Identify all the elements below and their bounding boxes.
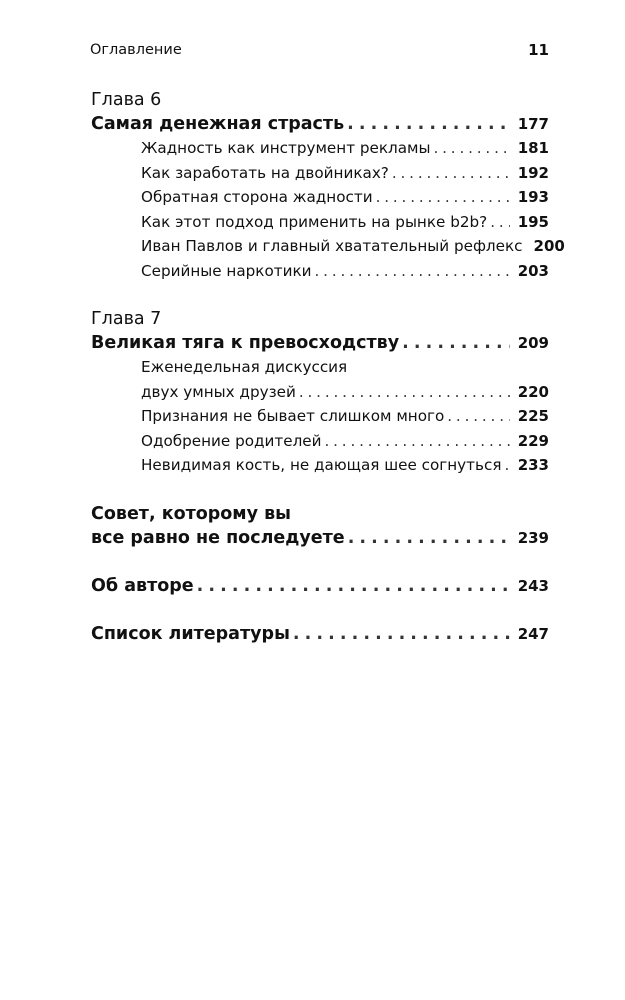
toc-entry-page: 177 <box>517 115 549 133</box>
toc-entry-title: двух умных друзей <box>141 382 296 401</box>
toc-entry-title: Как заработать на двойниках? <box>141 163 389 182</box>
toc-entry[interactable] <box>141 453 549 478</box>
toc-entry-title: все равно не последуете <box>91 527 345 548</box>
toc-entry-title-line: Еженедельная дискуссия <box>141 358 348 376</box>
spacer <box>91 283 549 307</box>
leader-dots <box>347 112 510 136</box>
running-title: Оглавление <box>90 42 182 58</box>
leader-dots <box>402 331 510 355</box>
toc-entry-title: Обратная сторона жадности <box>141 188 373 206</box>
toc-entry[interactable] <box>141 234 565 259</box>
toc-entry-page: 225 <box>517 407 549 425</box>
leader-dots <box>376 185 510 210</box>
toc-entry-literature[interactable] <box>91 622 549 646</box>
page-number: 11 <box>528 41 549 59</box>
toc-entry-chapter-7[interactable] <box>91 331 549 355</box>
spacer <box>91 598 549 622</box>
toc-entry-title: Список литературы <box>91 623 290 644</box>
leader-dots <box>392 161 510 186</box>
toc-entry-title: Одобрение родителей <box>141 431 322 450</box>
leader-dots <box>293 622 510 646</box>
toc-entry-chapter-6[interactable] <box>91 112 549 136</box>
toc-entry-advice[interactable] <box>91 526 549 550</box>
toc-entry[interactable] <box>141 185 549 210</box>
toc-entry-page: 192 <box>517 163 549 182</box>
toc-entry-title-line: Совет, которому вы <box>91 503 292 524</box>
toc-entry-about-author[interactable] <box>91 574 549 598</box>
toc-entry-title: Жадность как инструмент рекламы <box>141 139 431 157</box>
toc-entry-page: 243 <box>517 576 549 595</box>
toc-entry-title: Серийные наркотики <box>141 261 312 280</box>
toc-entry-page: 229 <box>517 431 549 450</box>
toc-entry-title: Признания не бывает слишком много <box>141 407 445 425</box>
toc-entry-page: 193 <box>517 188 549 206</box>
leader-dots <box>504 453 509 478</box>
toc-entry-page: 239 <box>517 528 549 547</box>
toc-entry-page: 181 <box>517 139 549 157</box>
toc-entry-page: 247 <box>517 624 549 643</box>
leader-dots <box>325 429 510 454</box>
toc-entry-title: Об авторе <box>91 575 194 596</box>
leader-dots <box>197 574 510 598</box>
chapter-6-label: Глава 6 <box>91 90 162 110</box>
toc-entry-title: Как этот подход применить на рынке b2b? <box>141 212 488 231</box>
leader-dots <box>447 404 509 429</box>
leader-dots <box>348 526 510 550</box>
toc-entry[interactable] <box>141 259 549 284</box>
toc-entry-title: Самая денежная страсть <box>91 114 345 134</box>
leader-dots <box>490 210 509 235</box>
chapter-7-label: Глава 7 <box>91 309 162 329</box>
leader-dots <box>434 136 510 161</box>
leader-dots <box>315 259 510 284</box>
table-of-contents <box>91 88 565 646</box>
toc-entry[interactable] <box>141 429 549 454</box>
toc-entry-page: 203 <box>517 261 549 280</box>
toc-entry-page: 195 <box>517 212 549 231</box>
toc-entry-title: Невидимая кость, не дающая шее согнуться <box>141 456 502 474</box>
toc-entry[interactable] <box>141 161 549 186</box>
leader-dots <box>299 380 510 405</box>
toc-entry-page: 200 <box>533 237 565 255</box>
toc-entry[interactable] <box>141 404 549 429</box>
toc-entry-title: Великая тяга к превосходству <box>91 333 400 353</box>
toc-entry-page: 220 <box>517 382 549 401</box>
toc-entry[interactable] <box>141 380 549 405</box>
spacer <box>91 478 549 502</box>
toc-entry-page: 209 <box>517 334 549 352</box>
toc-entry[interactable] <box>141 136 549 161</box>
toc-entry-title: Иван Павлов и главный хватательный рефлекс <box>141 237 523 255</box>
spacer <box>91 550 549 574</box>
toc-entry-page: 233 <box>517 456 549 474</box>
toc-entry[interactable] <box>141 210 549 235</box>
